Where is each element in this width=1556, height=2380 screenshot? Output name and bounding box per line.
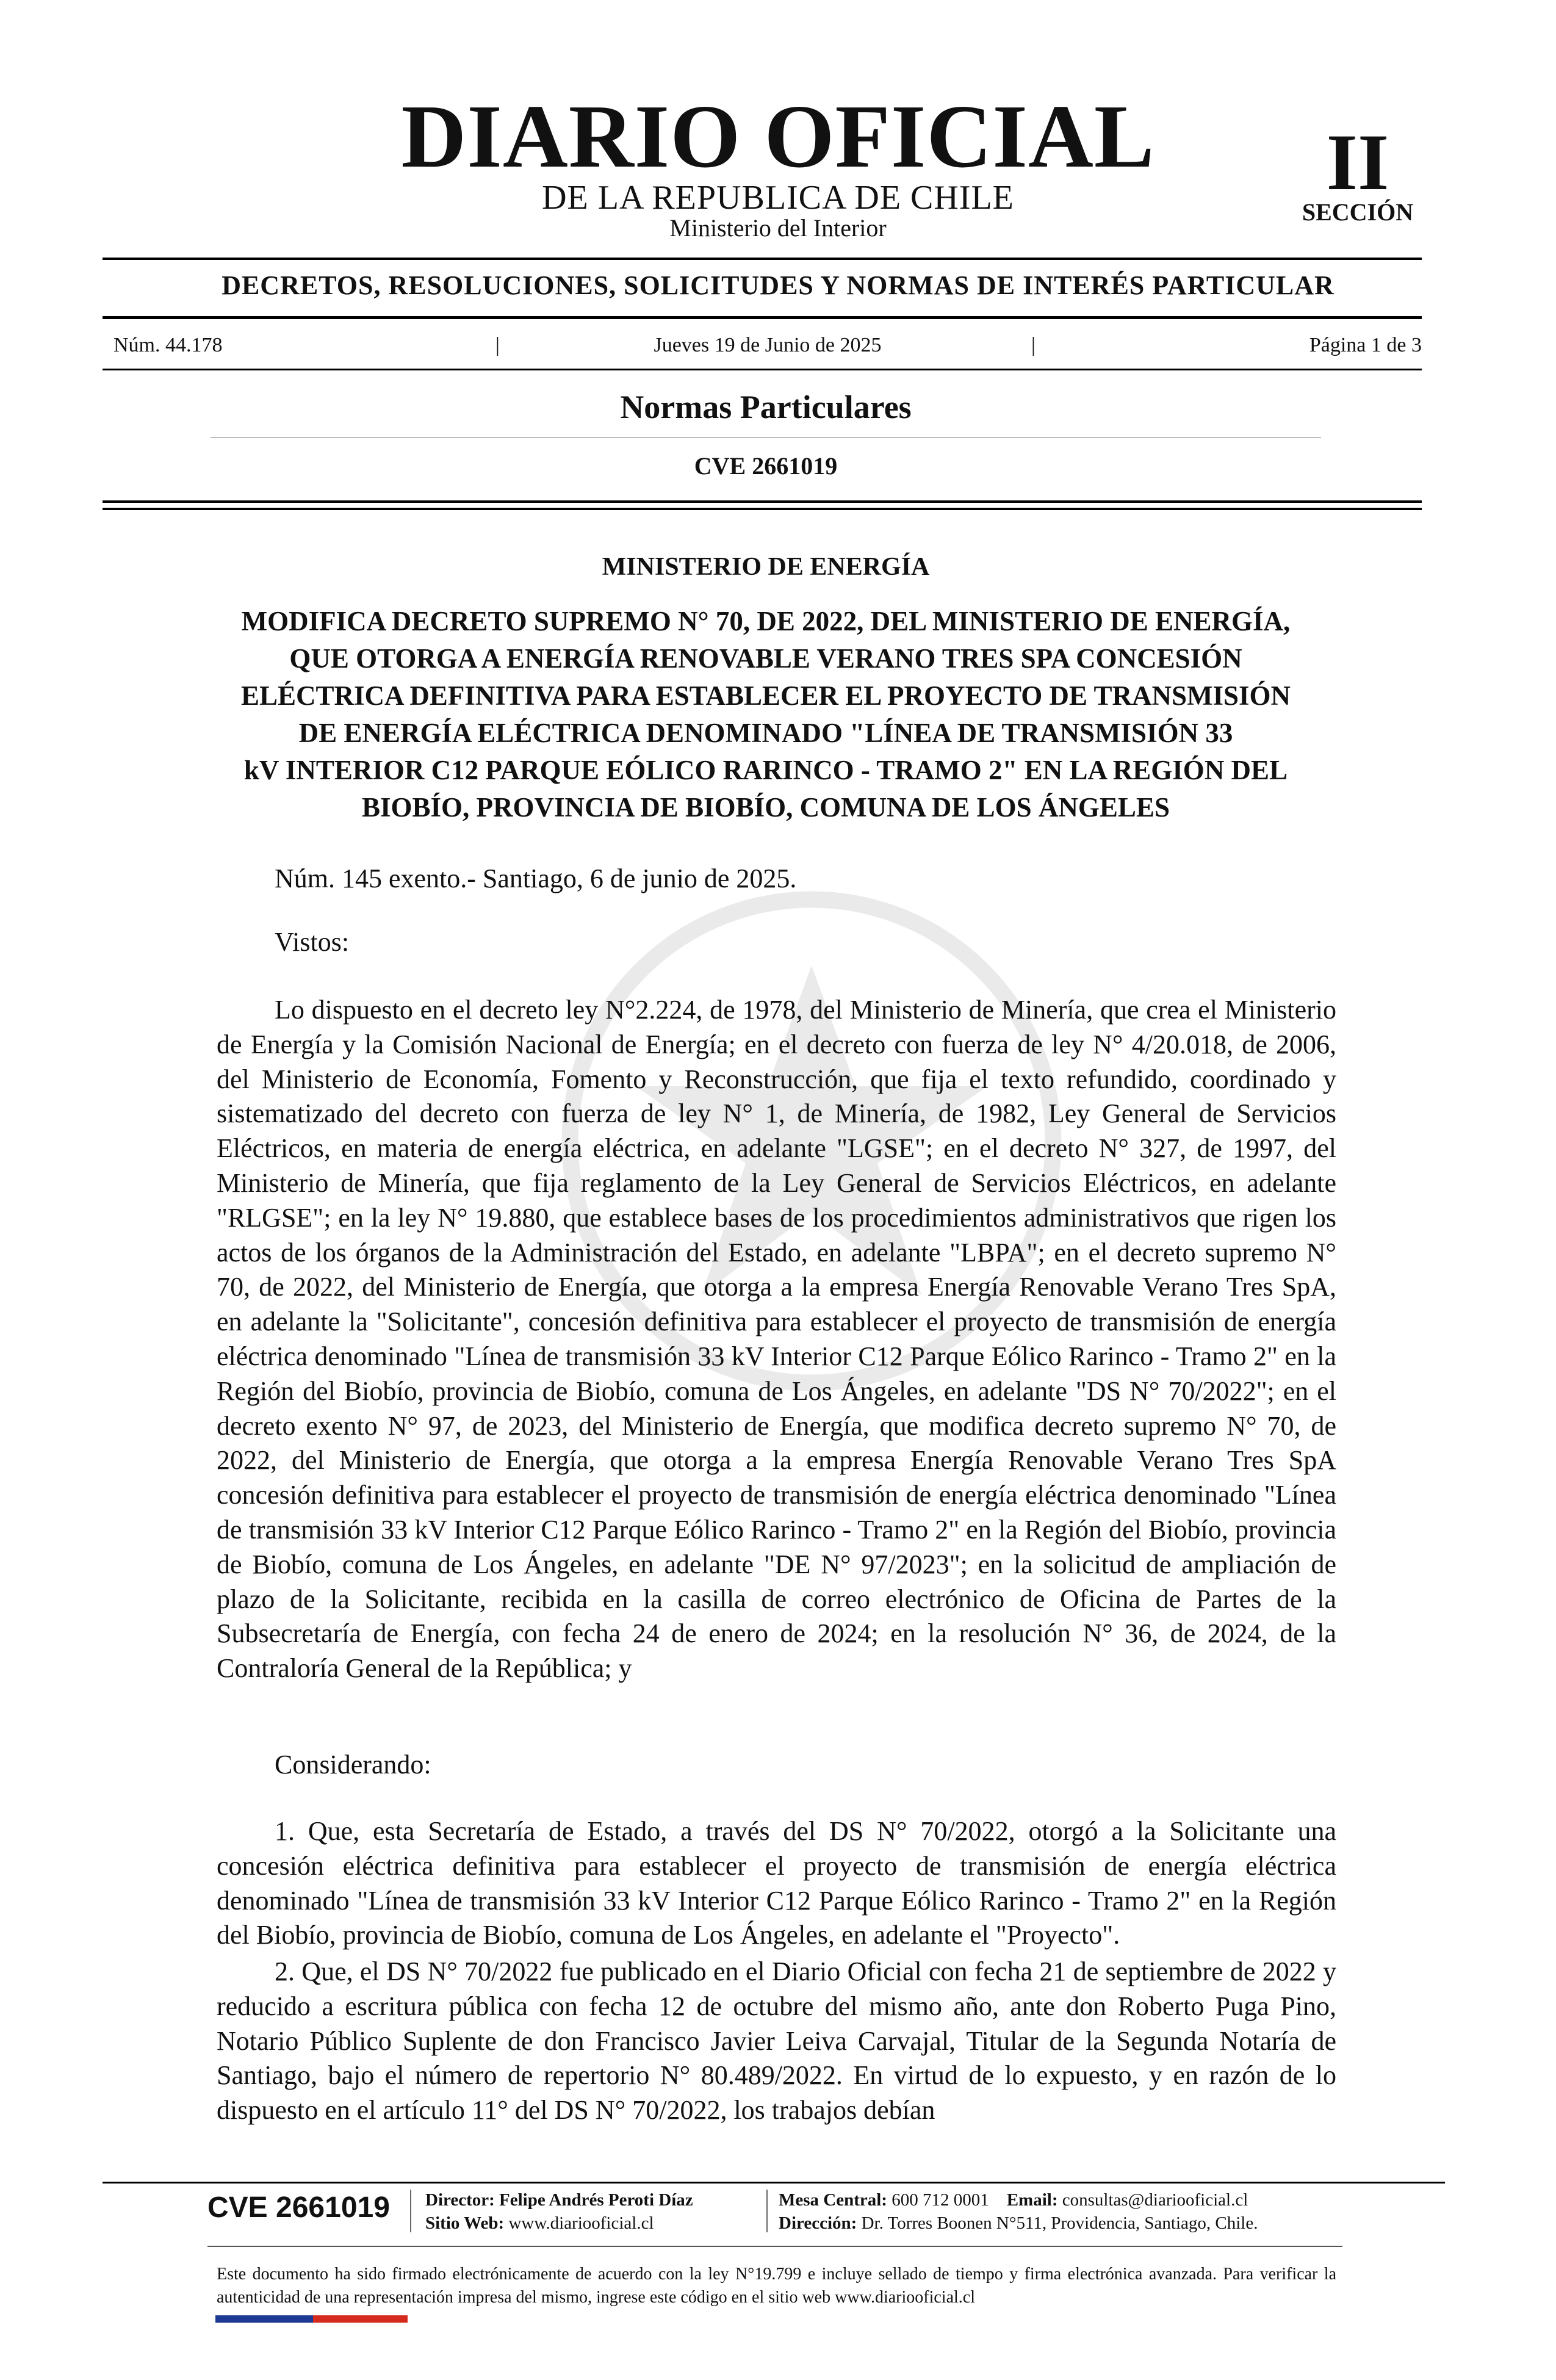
decree-number-line: Núm. 145 exento.- Santiago, 6 de junio de 2025. — [275, 864, 797, 893]
document-heading — [183, 603, 1349, 826]
heading-line: DE ENERGÍA ELÉCTRICA DENOMINADO "LÍNEA DE TRANSMISIÓN 33 — [298, 718, 1233, 748]
masthead-rule-top — [103, 258, 1422, 260]
considerando-paragraph-2: 2. Que, el DS N° 70/2022 fue publicado en el Diario Oficial con fecha 21 de septiembre de 2022 y reducido a escritura pública con fecha 12 de octubre del mismo año, ante don Roberto Puga Pino, Notario Público Suplente de don Francisco Javier Leiva Carvajal, Titular de la Segunda Notaría de Santiago, bajo el número de repertorio N° 80.489/2022. En virtud de lo expuesto, y en razón de lo dispuesto en el artículo 11° del DS N° 70/2022, los trabajos debían — [217, 1956, 1336, 2126]
footer-rule-mid — [207, 2246, 1342, 2247]
footer-divider — [766, 2190, 768, 2232]
cve-rule-1 — [103, 500, 1422, 503]
masthead-title: DIARIO OFICIAL — [401, 87, 1155, 187]
footer-rule-top — [103, 2182, 1445, 2183]
email-label: Email: — [1006, 2190, 1058, 2210]
issue-date: Jueves 19 de Junio de 2025 — [654, 334, 882, 356]
issue-number: Núm. 44.178 — [113, 334, 223, 356]
heading-line: kV INTERIOR C12 PARQUE EÓLICO RARINCO - TRAMO 2" EN LA REGIÓN DEL — [243, 755, 1288, 785]
section-number: II — [1326, 117, 1389, 207]
footer-verification-note: Este documento ha sido firmado electrónicamente de acuerdo con la ley N°19.799 e incluye sellado de tiempo y firma electrónica avanzada. Para verificar la autenticidad de una representación impresa del mismo, ingrese este código en el sitio web www.diariooficial.cl — [217, 2265, 1336, 2307]
director-label: Director: — [425, 2190, 495, 2210]
heading-line: ELÉCTRICA DEFINITIVA PARA ESTABLECER EL PROYECTO DE TRANSMISIÓN — [240, 680, 1291, 711]
website-link[interactable]: www.diariooficial.cl — [508, 2213, 654, 2233]
section-title-rule — [211, 437, 1321, 438]
footer-contact-left — [425, 2188, 693, 2235]
mesa-value: 600 712 0001 — [891, 2190, 989, 2210]
considerando-paragraph-1: 1. Que, esta Secretaría de Estado, a través del DS N° 70/2022, otorgó a la Solicitante una concesión eléctrica definitiva para establecer el proyecto de transmisión de energía eléctrica denominado "Línea de transmisión 33 kV Interior C12 Parque Eólico Rarinco - Tramo 2" en la Región del Biobío, provincia de Biobío, comuna de Los Ángeles, en adelante el "Proyecto". — [217, 1816, 1336, 1950]
flag-stripe-blue — [215, 2315, 313, 2323]
document-ministry: MINISTERIO DE ENERGÍA — [602, 553, 930, 581]
address-label: Dirección: — [779, 2213, 857, 2233]
vistos-paragraph: Lo dispuesto en el decreto ley N°2.224, de 1978, del Ministerio de Minería, que crea el Ministerio de Energía y la Comisión Nacional de Energía; en el decreto con fuerza de ley N° 4/20.018, de 2006, del Ministerio de Economía, Fomento y Reconstrucción, que fija el texto refundido, coordinado y sistematizado del decreto con fuerza de ley N° 1, de Minería, de 1982, Ley General de Servicios Eléctricos, en materia de energía eléctrica, en adelante "LGSE"; en el decreto N° 327, de 1997, del Ministerio de Minería, que fija reglamento de la Ley General de Servicios Eléctricos, en adelante "RLGSE"; en la ley N° 19.880, que establece bases de los procedimientos administrativos que rigen los actos de los órganos de la Administración del Estado, en adelante "LBPA"; en el decreto supremo N° 70, de 2022, del Ministerio de Energía, que otorga a la empresa Energía Renovable Verano Tres SpA, en adelante la "Solicitante", concesión definitiva para establecer el proyecto de transmisión de energía eléctrica denominado "Línea de transmisión 33 kV Interior C12 Parque Eólico Rarinco - Tramo 2" en la Región del Biobío, provincia de Biobío, comuna de Los Ángeles, en adelante "DS N° 70/2022"; en el decreto exento N° 97, de 2023, del Ministerio de Energía, que modifica decreto supremo N° 70, de 2022, del Ministerio de Energía, que otorga a la empresa Energía Renovable Verano Tres SpA concesión definitiva para establecer el proyecto de transmisión de energía eléctrica denominado "Línea de transmisión 33 kV Interior C12 Parque Eólico Rarinco - Tramo 2" en la Región del Biobío, provincia de Biobío, comuna de Los Ángeles, en adelante "DE N° 97/2023"; en la solicitud de ampliación de plazo de la Solicitante, recibida en la casilla de correo electrónico de Oficina de Partes de la Subsecretaría de Energía, con fecha 24 de enero de 2024; en la resolución N° 36, de 2024, de la Contraloría General de la República; y — [217, 995, 1336, 1684]
issue-info-bar — [113, 333, 1422, 358]
vistos-label: Vistos: — [275, 927, 350, 957]
heading-line: BIOBÍO, PROVINCIA DE BIOBÍO, COMUNA DE LOS ÁNGELES — [361, 792, 1170, 823]
section-label: SECCIÓN — [1302, 198, 1414, 226]
footer-contact-right — [779, 2188, 1258, 2235]
info-rule — [103, 369, 1422, 370]
info-separator: | — [1031, 334, 1036, 356]
heading-line: QUE OTORGA A ENERGÍA RENOVABLE VERANO TRES SPA CONCESIÓN — [289, 643, 1242, 674]
considerando-label: Considerando: — [275, 1750, 431, 1780]
page-indicator: Página 1 de 3 — [1309, 334, 1422, 356]
email-link[interactable]: consultas@diariooficial.cl — [1062, 2190, 1248, 2210]
info-separator: | — [495, 334, 500, 356]
flag-stripe-red — [313, 2315, 408, 2323]
address-value: Dr. Torres Boonen N°511, Providencia, Santiago, Chile. — [861, 2213, 1258, 2233]
cve-rule-2 — [103, 508, 1422, 510]
masthead-rule-bottom — [103, 316, 1422, 319]
section-title: Normas Particulares — [620, 389, 912, 425]
cve-code: CVE 2661019 — [694, 452, 838, 480]
director-name: Felipe Andrés Peroti Díaz — [499, 2190, 693, 2210]
website-label: Sitio Web: — [425, 2213, 505, 2233]
masthead-subtitle: DE LA REPUBLICA DE CHILE — [542, 179, 1014, 217]
footer-divider — [410, 2190, 411, 2232]
section-heading: DECRETOS, RESOLUCIONES, SOLICITUDES Y NORMAS DE INTERÉS PARTICULAR — [222, 270, 1334, 300]
mesa-label: Mesa Central: — [779, 2190, 887, 2210]
heading-line: MODIFICA DECRETO SUPREMO N° 70, DE 2022, DEL MINISTERIO DE ENERGÍA, — [241, 606, 1291, 636]
footer-cve-code: CVE 2661019 — [207, 2191, 390, 2224]
masthead-ministry: Ministerio del Interior — [669, 214, 887, 242]
